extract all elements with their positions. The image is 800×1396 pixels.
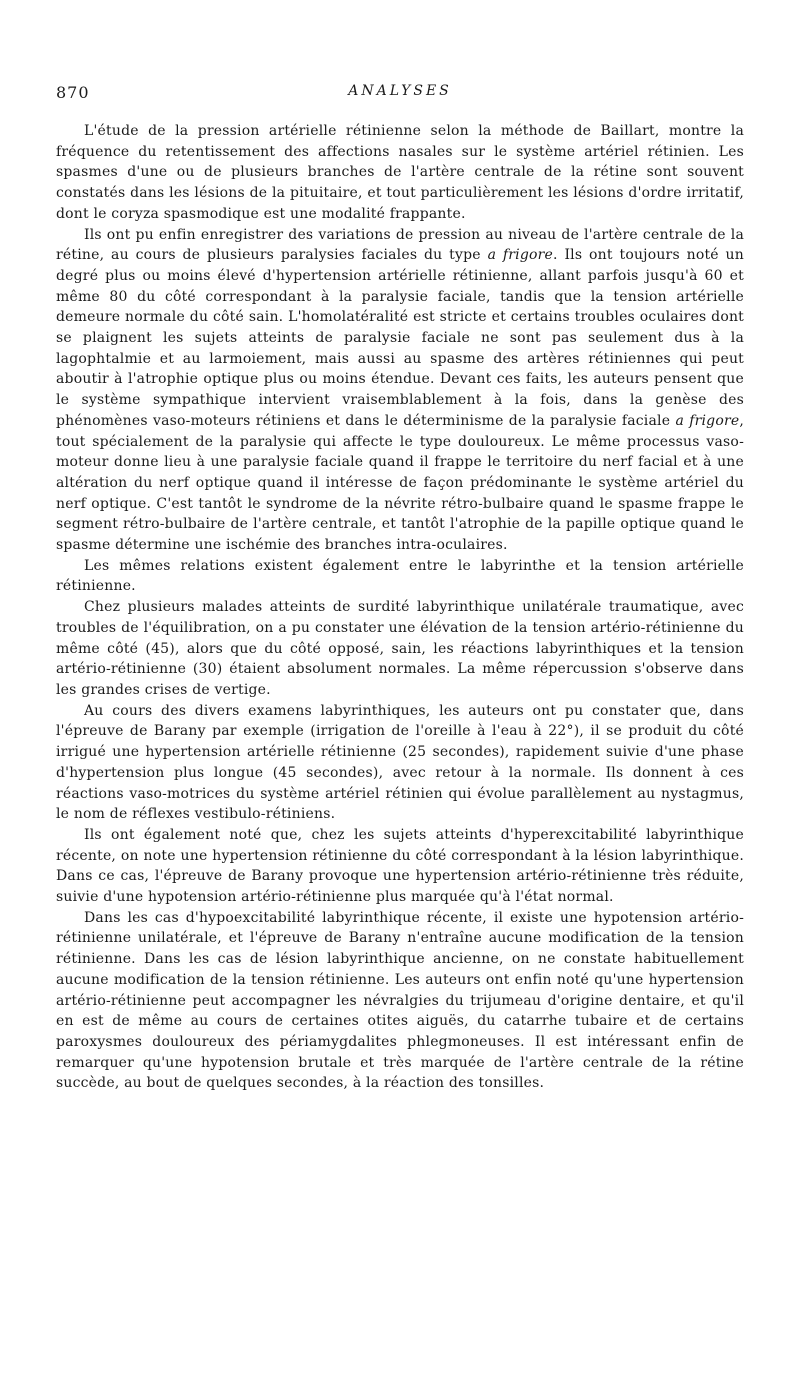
paragraph: Au cours des divers examens labyrinthiques, les auteurs ont pu constater que, dans l'épreuve de Barany par exemple (irrigation de l'oreille à l'eau à 22°), il se produit du côté irrigué une hypertension artérielle rétinienne (25 secondes), rapidement suivie d'une phase d'hypertension plus longue (45 secondes), avec retour à la normale. Ils donnent à ces réactions vaso-motrices du système artériel rétinien qui évolue parallèlement au nystagmus, le nom de réflexes vestibulo-rétiniens. <box>56 702 744 823</box>
paragraph: Les mêmes relations existent également entre le labyrinthe et la tension artérielle rétinienne. <box>56 557 744 595</box>
paragraph: Chez plusieurs malades atteints de surdité labyrinthique unilatérale traumatique, avec troubles de l'équilibration, on a pu constater une élévation de la tension artério-rétinienne du même côté (45), alors que du côté opposé, sain, les réactions labyrinthiques et la tension artério-rétinienne (30) étaient absolument normales. La même répercussion s'observe dans les grandes crises de vertige. <box>56 599 744 698</box>
body-text <box>56 121 744 1094</box>
paragraph: Ils ont également noté que, chez les sujets atteints d'hyperexcitabilité labyrinthique récente, on note une hypertension rétinienne du côté correspondant à la lésion labyrinthique. Dans ce cas, l'épreuve de Barany provoque une hypertension artério-rétinienne très réduite, suivie d'une hypotension artério-rétinienne plus marquée qu'à l'état normal. <box>56 826 744 906</box>
paragraph: L'étude de la pression artérielle rétinienne selon la méthode de Baillart, montre la fréquence du retentissement des affections nasales sur le système artériel rétinien. Les spasmes d'une ou de plusieurs branches de l'artère centrale de la rétine sont souvent constatés dans les lésions de la pituitaire, et tout particulièrement les lésions d'ordre irritatif, dont le coryza spasmodique est une modalité frappante. <box>56 123 744 222</box>
latin-term: a frigore <box>487 247 554 264</box>
running-title: ANALYSES <box>348 83 452 99</box>
page-number: 870 <box>56 83 90 102</box>
paragraph: Dans les cas d'hypoexcitabilité labyrinthique récente, il existe une hypotension artério-rétinienne unilatérale, et l'épreuve de Barany n'entraîne aucune modification de la tension rétinienne. Dans les cas de lésion labyrinthique ancienne, on ne constate habituellement aucune modification de la tension rétinienne. Les auteurs ont enfin noté qu'une hypertension artério-rétinienne peut accompagner les névralgies du trijumeau d'origine dentaire, et qu'il en est de même au cours de certaines otites aiguës, du catarrhe tubaire et de certains paroxysmes douloureux des périamygdalites phlegmoneuses. Il est intéressant enfin de remarquer qu'une hypotension brutale et très marquée de l'artère centrale de la rétine succède, au bout de quelques secondes, à la réaction des tonsilles. <box>56 909 744 1092</box>
page-header <box>56 83 744 107</box>
latin-term: a frigore <box>675 412 740 429</box>
paragraph: Ils ont pu enfin enregistrer des variations de pression au niveau de l'artère centrale de la rétine, au cours de plusieurs paralysies faciales du type a frigore. Ils ont toujours noté un degré plus ou moins élevé d'hypertension artérielle rétinienne, allant parfois jusqu'à 60 et même 80 du côté correspondant à la paralysie faciale, tandis que la tension artérielle demeure normale du côté sain. L'homolatéralité est stricte et certains troubles oculaires dont se plaignent les sujets atteints de paralysie faciale ne sont pas seulement dus à la lagophtalmie et au larmoiement, mais aussi au spasme des artères rétiniennes qui peut aboutir à l'atrophie optique plus ou moins étendue. Devant ces faits, les auteurs pensent que le système sympathique intervient vraisemblablement à la fois, dans la genèse des phénomènes vaso-moteurs rétiniens et dans le déterminisme de la paralysie faciale a frigore, tout spécialement de la paralysie qui affecte le type douloureux. Le même processus vaso-moteur donne lieu à une paralysie faciale quand il frappe le territoire du nerf facial et à une altération du nerf optique quand il intéresse de façon prédominante le système artériel du nerf optique. C'est tantôt le syndrome de la névrite rétro-bulbaire quand le spasme frappe le segment rétro-bulbaire de l'artère centrale, et tantôt l'atrophie de la papille optique quand le spasme détermine une ischémie des branches intra-oculaires. <box>56 226 744 554</box>
